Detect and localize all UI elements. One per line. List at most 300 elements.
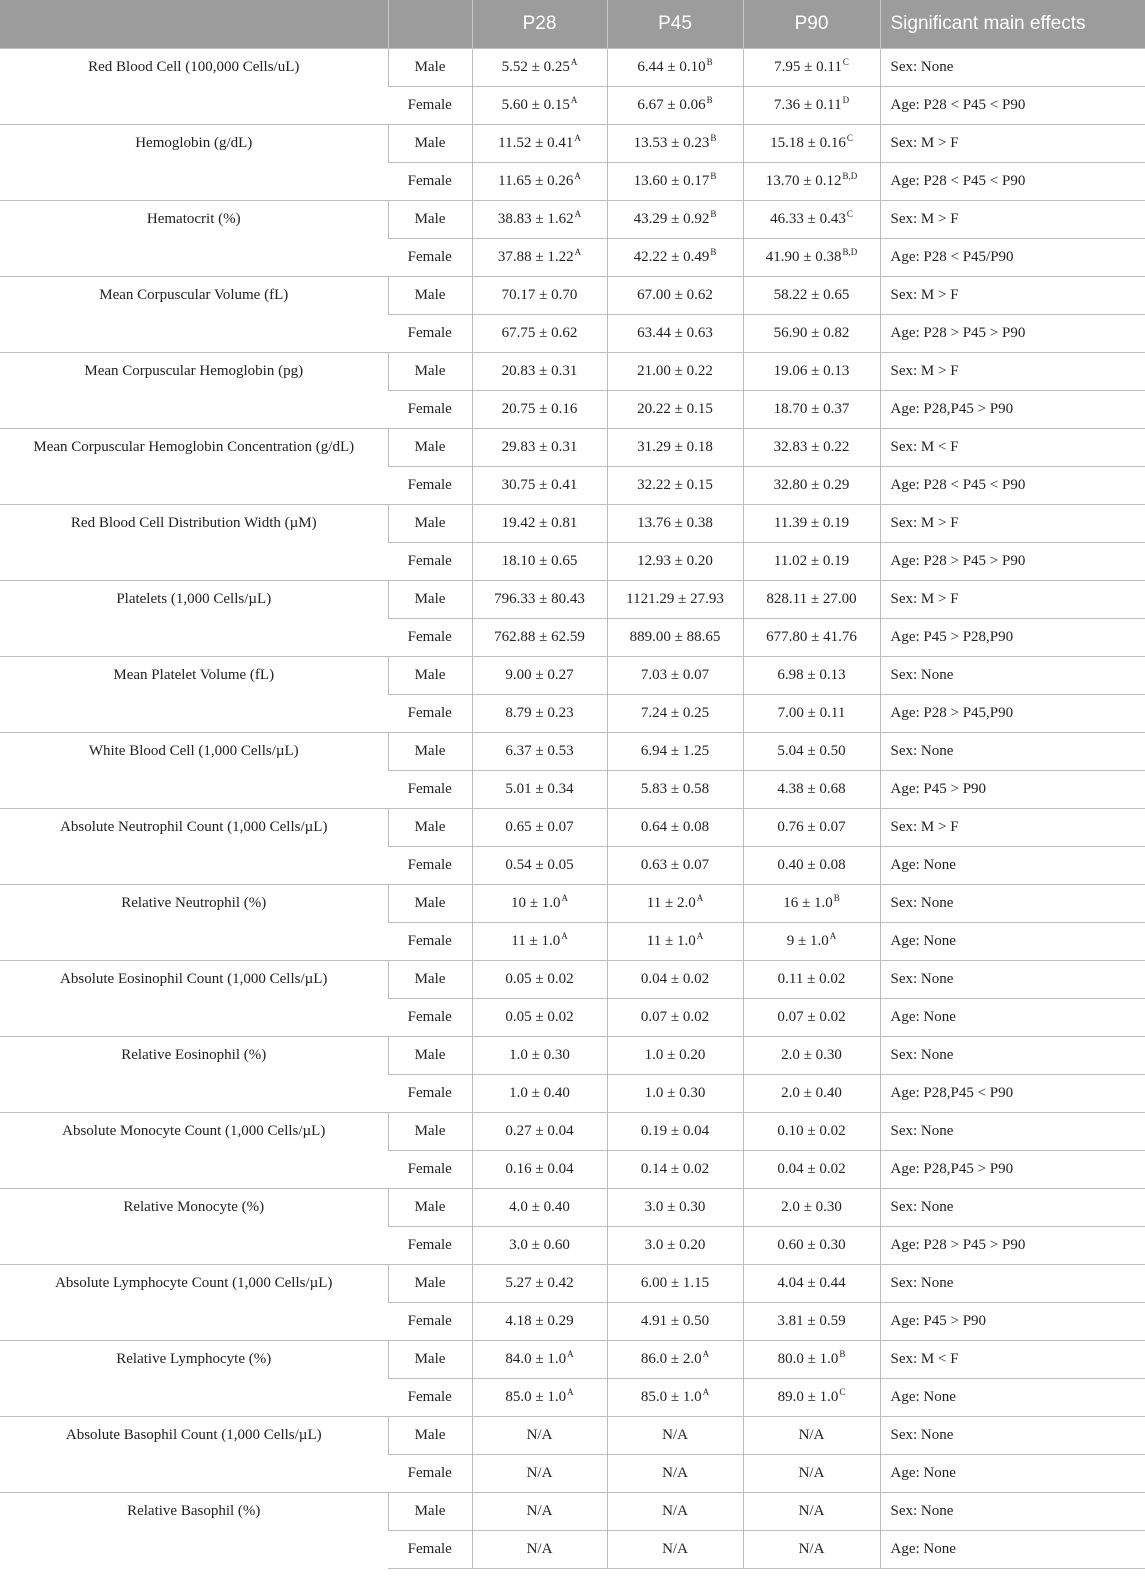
parameter-name: Absolute Monocyte Count (1,000 Cells/µL) <box>0 1113 388 1189</box>
significance-superscript: A <box>829 931 837 941</box>
significant-effect: Sex: M > F <box>880 809 1145 847</box>
value-cell-p90 <box>743 1227 880 1265</box>
table-row <box>0 1113 1145 1151</box>
value-text: 10 ± 1.0 <box>511 895 561 911</box>
value-text: 5.83 ± 0.58 <box>640 781 710 797</box>
significant-effect: Age: P28 < P45 < P90 <box>880 467 1145 505</box>
significance-superscript: B <box>710 247 717 257</box>
value-text: 13.76 ± 0.38 <box>637 515 713 531</box>
table-row <box>0 1037 1145 1075</box>
value-text: 3.81 ± 0.59 <box>777 1313 846 1329</box>
sex-label: Female <box>388 847 472 885</box>
value-cell-p28 <box>472 1303 607 1341</box>
value-text: 89.0 ± 1.0 <box>777 1389 839 1405</box>
significance-superscript: A <box>702 1387 710 1397</box>
value-text: 2.0 ± 0.30 <box>781 1047 842 1063</box>
value-cell-p28 <box>472 733 607 771</box>
value-text: 5.04 ± 0.50 <box>777 743 846 759</box>
value-cell-p28 <box>472 1493 607 1531</box>
value-text: 11.52 ± 0.41 <box>498 135 574 151</box>
value-cell-p45 <box>607 125 743 163</box>
value-text: 0.11 ± 0.02 <box>777 971 846 987</box>
table-row <box>0 277 1145 315</box>
sex-label: Female <box>388 1531 472 1569</box>
value-cell-p28 <box>472 505 607 543</box>
value-cell-p90 <box>743 1379 880 1417</box>
significant-effect: Age: P45 > P90 <box>880 1303 1145 1341</box>
value-cell-p45 <box>607 1075 743 1113</box>
sex-label: Female <box>388 923 472 961</box>
parameter-name: White Blood Cell (1,000 Cells/µL) <box>0 733 388 809</box>
value-cell-p90 <box>743 429 880 467</box>
header-p28: P28 <box>472 0 607 49</box>
significant-effect: Sex: M > F <box>880 581 1145 619</box>
value-text: 70.17 ± 0.70 <box>501 287 578 303</box>
value-cell-p45 <box>607 391 743 429</box>
value-cell-p90 <box>743 809 880 847</box>
significant-effect: Sex: M < F <box>880 429 1145 467</box>
value-text: 46.33 ± 0.43 <box>770 211 846 227</box>
table-row <box>0 505 1145 543</box>
value-text: 796.33 ± 80.43 <box>494 591 585 607</box>
value-cell-p28 <box>472 277 607 315</box>
value-cell-p45 <box>607 847 743 885</box>
value-text: 58.22 ± 0.65 <box>773 287 850 303</box>
value-cell-p28 <box>472 885 607 923</box>
significance-superscript: A <box>567 1349 574 1359</box>
value-text: 30.75 ± 0.41 <box>501 477 578 493</box>
significant-effect: Sex: None <box>880 1493 1145 1531</box>
value-text: 84.0 ± 1.0 <box>505 1351 567 1367</box>
parameter-name: Absolute Basophil Count (1,000 Cells/µL) <box>0 1417 388 1493</box>
value-text: 7.95 ± 0.11 <box>774 59 842 75</box>
sex-label: Female <box>388 1303 472 1341</box>
value-text: 20.22 ± 0.15 <box>637 401 713 417</box>
significant-effect: Sex: M > F <box>880 505 1145 543</box>
sex-label: Female <box>388 391 472 429</box>
value-text: 0.07 ± 0.02 <box>777 1009 846 1025</box>
value-text: 67.00 ± 0.62 <box>637 287 713 303</box>
significant-effect: Age: None <box>880 847 1145 885</box>
significance-superscript: A <box>561 931 568 941</box>
value-cell-p45 <box>607 353 743 391</box>
value-cell-p90 <box>743 771 880 809</box>
sex-label: Male <box>388 1189 472 1227</box>
value-cell-p45 <box>607 809 743 847</box>
value-text: 43.29 ± 0.92 <box>633 211 710 227</box>
significance-superscript: A <box>696 893 704 903</box>
value-text: 16 ± 1.0 <box>783 895 833 911</box>
value-text: 2.0 ± 0.40 <box>781 1085 842 1101</box>
value-text: 7.00 ± 0.11 <box>777 705 846 721</box>
value-text: 0.64 ± 0.08 <box>640 819 710 835</box>
header-row <box>0 0 1145 49</box>
significance-superscript: D <box>842 95 850 105</box>
significant-effect: Age: P28,P45 > P90 <box>880 1151 1145 1189</box>
value-text: 3.0 ± 0.30 <box>644 1199 706 1215</box>
value-text: N/A <box>798 1541 825 1557</box>
sex-label: Male <box>388 1493 472 1531</box>
sex-label: Female <box>388 1075 472 1113</box>
parameter-name: Absolute Eosinophil Count (1,000 Cells/µL) <box>0 961 388 1037</box>
value-cell-p90 <box>743 49 880 87</box>
significance-superscript: A <box>567 1387 574 1397</box>
table-row <box>0 1265 1145 1303</box>
significant-effect: Sex: M > F <box>880 201 1145 239</box>
value-text: 85.0 ± 1.0 <box>640 1389 702 1405</box>
value-text: N/A <box>662 1503 688 1519</box>
value-cell-p28 <box>472 49 607 87</box>
value-cell-p28 <box>472 1189 607 1227</box>
value-text: 0.19 ± 0.04 <box>640 1123 710 1139</box>
table-row <box>0 1417 1145 1455</box>
value-cell-p45 <box>607 1531 743 1569</box>
value-text: 37.88 ± 1.22 <box>497 249 574 265</box>
value-cell-p28 <box>472 657 607 695</box>
sex-label: Male <box>388 125 472 163</box>
sex-label: Female <box>388 695 472 733</box>
significance-superscript: A <box>574 247 582 257</box>
value-text: N/A <box>662 1465 688 1481</box>
value-text: 32.22 ± 0.15 <box>637 477 713 493</box>
value-cell-p28 <box>472 771 607 809</box>
significant-effect: Age: P28 > P45,P90 <box>880 695 1145 733</box>
sex-label: Male <box>388 1037 472 1075</box>
parameter-name: Hematocrit (%) <box>0 201 388 277</box>
value-cell-p28 <box>472 1113 607 1151</box>
value-cell-p45 <box>607 695 743 733</box>
value-text: 20.83 ± 0.31 <box>501 363 578 379</box>
header-parameter <box>0 0 388 49</box>
table-row <box>0 125 1145 163</box>
value-cell-p28 <box>472 1265 607 1303</box>
value-cell-p28 <box>472 809 607 847</box>
significant-effect: Sex: M > F <box>880 277 1145 315</box>
value-text: 0.05 ± 0.02 <box>505 971 574 987</box>
value-text: 0.07 ± 0.02 <box>640 1009 710 1025</box>
table-row <box>0 201 1145 239</box>
value-text: 6.94 ± 1.25 <box>640 743 710 759</box>
value-text: 11 ± 1.0 <box>646 933 696 949</box>
value-text: N/A <box>526 1465 553 1481</box>
significant-effect: Sex: None <box>880 49 1145 87</box>
significant-effect: Sex: None <box>880 961 1145 999</box>
significance-superscript: A <box>574 133 581 143</box>
table-row <box>0 353 1145 391</box>
significant-effect: Age: None <box>880 999 1145 1037</box>
value-text: 13.60 ± 0.17 <box>633 173 710 189</box>
value-cell-p28 <box>472 847 607 885</box>
value-cell-p28 <box>472 315 607 353</box>
significant-effect: Sex: M > F <box>880 125 1145 163</box>
table-row <box>0 49 1145 87</box>
value-text: 18.10 ± 0.65 <box>501 553 578 569</box>
value-text: 5.52 ± 0.25 <box>501 59 570 75</box>
value-text: 4.18 ± 0.29 <box>505 1313 574 1329</box>
value-text: 31.29 ± 0.18 <box>637 439 713 455</box>
significant-effect: Sex: None <box>880 1265 1145 1303</box>
value-cell-p90 <box>743 1341 880 1379</box>
value-text: 8.79 ± 0.23 <box>505 705 574 721</box>
value-cell-p90 <box>743 923 880 961</box>
significant-effect: Sex: None <box>880 1037 1145 1075</box>
value-cell-p28 <box>472 1379 607 1417</box>
value-text: 80.0 ± 1.0 <box>777 1351 839 1367</box>
value-cell-p45 <box>607 619 743 657</box>
significance-superscript: C <box>842 57 849 67</box>
value-text: 0.27 ± 0.04 <box>505 1123 574 1139</box>
value-cell-p90 <box>743 1189 880 1227</box>
value-cell-p90 <box>743 125 880 163</box>
value-text: 19.06 ± 0.13 <box>773 363 850 379</box>
sex-label: Female <box>388 619 472 657</box>
significance-superscript: B <box>710 171 717 181</box>
value-cell-p90 <box>743 999 880 1037</box>
value-cell-p45 <box>607 163 743 201</box>
value-text: N/A <box>662 1541 688 1557</box>
significant-effect: Age: P28,P45 < P90 <box>880 1075 1145 1113</box>
value-text: 11.39 ± 0.19 <box>773 515 850 531</box>
value-text: N/A <box>798 1427 825 1443</box>
value-cell-p45 <box>607 923 743 961</box>
value-cell-p45 <box>607 733 743 771</box>
significant-effect: Age: None <box>880 1379 1145 1417</box>
value-text: 6.98 ± 0.13 <box>777 667 846 683</box>
significance-superscript: B <box>833 893 840 903</box>
sex-label: Female <box>388 163 472 201</box>
significance-superscript: A <box>561 893 568 903</box>
value-text: N/A <box>526 1427 553 1443</box>
value-cell-p90 <box>743 733 880 771</box>
value-text: 6.67 ± 0.06 <box>637 97 706 113</box>
value-cell-p45 <box>607 543 743 581</box>
value-text: 0.04 ± 0.02 <box>777 1161 846 1177</box>
header-sex <box>388 0 472 49</box>
value-text: 56.90 ± 0.82 <box>773 325 850 341</box>
significant-effect: Age: P28 > P45 > P90 <box>880 1227 1145 1265</box>
value-text: 0.60 ± 0.30 <box>777 1237 846 1253</box>
parameter-name: Relative Basophil (%) <box>0 1493 388 1569</box>
value-cell-p28 <box>472 1341 607 1379</box>
value-text: 29.83 ± 0.31 <box>501 439 578 455</box>
parameter-name: Relative Eosinophil (%) <box>0 1037 388 1113</box>
sex-label: Male <box>388 49 472 87</box>
value-cell-p28 <box>472 1531 607 1569</box>
significant-effect: Sex: None <box>880 1113 1145 1151</box>
table-row <box>0 429 1145 467</box>
table-row <box>0 733 1145 771</box>
sex-label: Male <box>388 201 472 239</box>
value-cell-p28 <box>472 1075 607 1113</box>
significant-effect: Age: P45 > P28,P90 <box>880 619 1145 657</box>
sex-label: Female <box>388 1455 472 1493</box>
sex-label: Male <box>388 961 472 999</box>
value-cell-p28 <box>472 467 607 505</box>
value-cell-p90 <box>743 163 880 201</box>
value-text: N/A <box>526 1541 553 1557</box>
value-text: 1.0 ± 0.20 <box>644 1047 706 1063</box>
value-cell-p90 <box>743 353 880 391</box>
value-cell-p90 <box>743 885 880 923</box>
parameter-name: Relative Lymphocyte (%) <box>0 1341 388 1417</box>
value-cell-p90 <box>743 657 880 695</box>
value-cell-p28 <box>472 999 607 1037</box>
significance-superscript: A <box>570 95 578 105</box>
value-cell-p28 <box>472 923 607 961</box>
value-cell-p90 <box>743 87 880 125</box>
significant-effect: Sex: None <box>880 1189 1145 1227</box>
significant-effect: Sex: None <box>880 733 1145 771</box>
value-text: 3.0 ± 0.20 <box>644 1237 706 1253</box>
value-cell-p90 <box>743 1265 880 1303</box>
significance-superscript: B <box>706 57 713 67</box>
value-text: N/A <box>526 1503 553 1519</box>
value-text: 42.22 ± 0.49 <box>633 249 710 265</box>
value-cell-p28 <box>472 87 607 125</box>
value-cell-p90 <box>743 315 880 353</box>
value-text: 9.00 ± 0.27 <box>505 667 574 683</box>
table-row <box>0 809 1145 847</box>
sex-label: Male <box>388 733 472 771</box>
parameter-name: Relative Monocyte (%) <box>0 1189 388 1265</box>
value-cell-p45 <box>607 771 743 809</box>
value-cell-p45 <box>607 1151 743 1189</box>
value-cell-p28 <box>472 543 607 581</box>
value-text: 1121.29 ± 27.93 <box>626 591 724 607</box>
sex-label: Male <box>388 429 472 467</box>
value-cell-p45 <box>607 87 743 125</box>
value-cell-p45 <box>607 239 743 277</box>
sex-label: Female <box>388 87 472 125</box>
significance-superscript: C <box>839 1387 846 1397</box>
sex-label: Male <box>388 353 472 391</box>
value-text: 12.93 ± 0.20 <box>637 553 713 569</box>
value-text: 15.18 ± 0.16 <box>770 135 846 151</box>
sex-label: Male <box>388 1417 472 1455</box>
value-cell-p45 <box>607 581 743 619</box>
value-cell-p45 <box>607 1227 743 1265</box>
value-text: 0.14 ± 0.02 <box>640 1161 710 1177</box>
value-text: 0.04 ± 0.02 <box>640 971 710 987</box>
value-cell-p45 <box>607 1189 743 1227</box>
significance-superscript: B,D <box>842 247 858 257</box>
value-text: 4.38 ± 0.68 <box>777 781 846 797</box>
value-text: 7.36 ± 0.11 <box>773 97 842 113</box>
value-text: 0.40 ± 0.08 <box>777 857 846 873</box>
significance-superscript: B <box>839 1349 846 1359</box>
significance-superscript: C <box>846 133 853 143</box>
value-text: 38.83 ± 1.62 <box>497 211 574 227</box>
significance-superscript: A <box>574 209 582 219</box>
value-text: 41.90 ± 0.38 <box>765 249 842 265</box>
value-text: 0.63 ± 0.07 <box>640 857 710 873</box>
parameter-name: Red Blood Cell (100,000 Cells/uL) <box>0 49 388 125</box>
value-text: 32.83 ± 0.22 <box>773 439 850 455</box>
parameter-name: Hemoglobin (g/dL) <box>0 125 388 201</box>
sex-label: Female <box>388 543 472 581</box>
value-text: 0.65 ± 0.07 <box>505 819 574 835</box>
value-cell-p45 <box>607 1455 743 1493</box>
value-cell-p90 <box>743 1113 880 1151</box>
value-text: 13.70 ± 0.12 <box>765 173 842 189</box>
value-text: 21.00 ± 0.22 <box>637 363 713 379</box>
value-text: 1.0 ± 0.40 <box>509 1085 570 1101</box>
value-text: 0.10 ± 0.02 <box>777 1123 846 1139</box>
sex-label: Female <box>388 315 472 353</box>
value-cell-p90 <box>743 277 880 315</box>
value-cell-p45 <box>607 1037 743 1075</box>
value-text: 86.0 ± 2.0 <box>640 1351 702 1367</box>
significant-effect: Age: P28 > P45 > P90 <box>880 543 1145 581</box>
table-row <box>0 961 1145 999</box>
value-text: 32.80 ± 0.29 <box>773 477 850 493</box>
value-cell-p28 <box>472 1455 607 1493</box>
value-cell-p90 <box>743 695 880 733</box>
value-cell-p28 <box>472 619 607 657</box>
table-row <box>0 885 1145 923</box>
value-cell-p45 <box>607 1379 743 1417</box>
value-cell-p90 <box>743 1531 880 1569</box>
value-text: 18.70 ± 0.37 <box>773 401 850 417</box>
value-text: 67.75 ± 0.62 <box>501 325 578 341</box>
sex-label: Male <box>388 1265 472 1303</box>
value-cell-p90 <box>743 467 880 505</box>
table-row <box>0 1493 1145 1531</box>
parameter-name: Mean Corpuscular Hemoglobin Concentration (g/dL) <box>0 429 388 505</box>
value-cell-p90 <box>743 201 880 239</box>
value-text: N/A <box>798 1503 825 1519</box>
significant-effect: Age: P28,P45 > P90 <box>880 391 1145 429</box>
value-cell-p90 <box>743 581 880 619</box>
header-significant-effects: Significant main effects <box>880 0 1145 49</box>
value-text: 5.60 ± 0.15 <box>501 97 570 113</box>
value-cell-p45 <box>607 885 743 923</box>
value-cell-p45 <box>607 1265 743 1303</box>
significant-effect: Age: P28 < P45/P90 <box>880 239 1145 277</box>
parameter-name: Absolute Neutrophil Count (1,000 Cells/µL) <box>0 809 388 885</box>
value-cell-p45 <box>607 277 743 315</box>
parameter-name: Relative Neutrophil (%) <box>0 885 388 961</box>
value-cell-p45 <box>607 201 743 239</box>
significance-superscript: A <box>702 1349 710 1359</box>
header-p45: P45 <box>607 0 743 49</box>
value-text: 0.05 ± 0.02 <box>505 1009 574 1025</box>
value-text: 19.42 ± 0.81 <box>501 515 578 531</box>
value-cell-p90 <box>743 505 880 543</box>
value-cell-p90 <box>743 1417 880 1455</box>
value-text: 7.24 ± 0.25 <box>640 705 710 721</box>
value-cell-p28 <box>472 1151 607 1189</box>
value-text: 6.44 ± 0.10 <box>637 59 706 75</box>
value-cell-p28 <box>472 201 607 239</box>
significant-effect: Sex: None <box>880 885 1145 923</box>
value-text: 0.76 ± 0.07 <box>777 819 846 835</box>
value-text: 11 ± 1.0 <box>511 933 561 949</box>
sex-label: Female <box>388 1227 472 1265</box>
value-cell-p28 <box>472 1227 607 1265</box>
significant-effect: Age: None <box>880 1455 1145 1493</box>
sex-label: Male <box>388 581 472 619</box>
sex-label: Female <box>388 999 472 1037</box>
value-text: 1.0 ± 0.30 <box>509 1047 570 1063</box>
significant-effect: Age: P28 > P45 > P90 <box>880 315 1145 353</box>
value-cell-p90 <box>743 239 880 277</box>
value-cell-p90 <box>743 1037 880 1075</box>
significance-superscript: B <box>710 209 717 219</box>
parameter-name: Red Blood Cell Distribution Width (µM) <box>0 505 388 581</box>
value-cell-p90 <box>743 619 880 657</box>
value-cell-p45 <box>607 429 743 467</box>
